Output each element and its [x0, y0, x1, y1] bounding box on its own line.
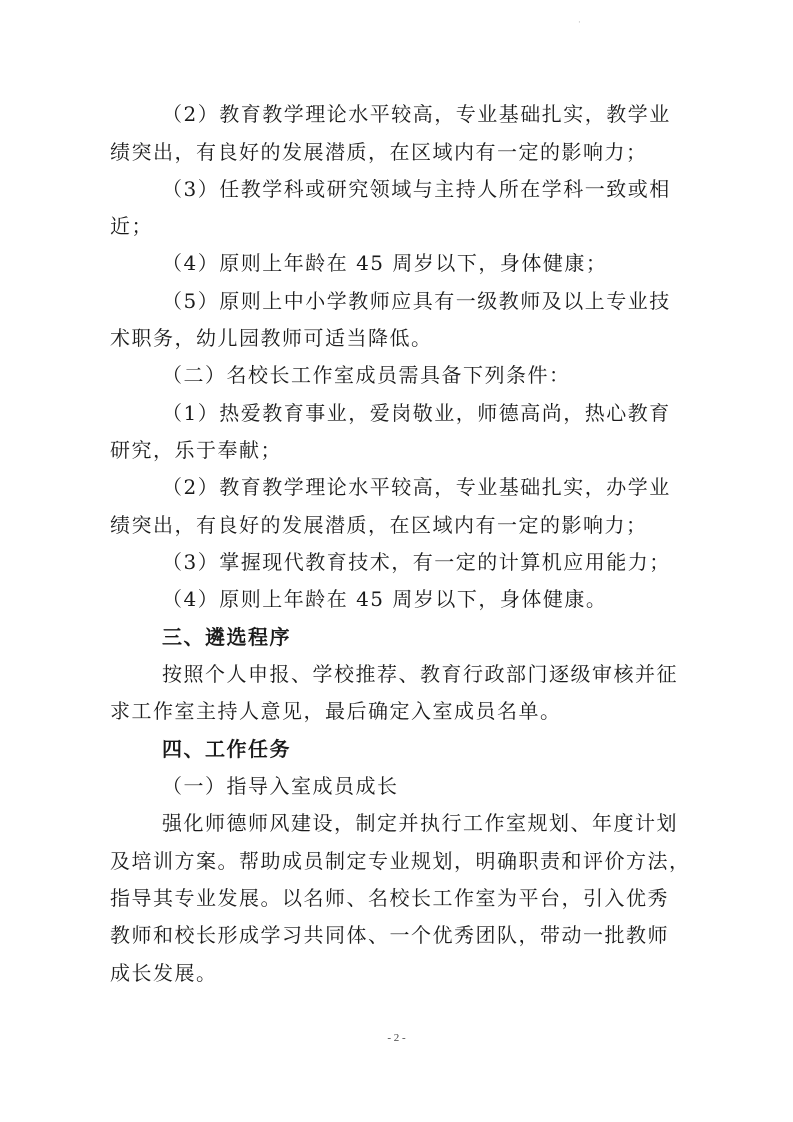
principal-criteria-3: （3）掌握现代教育技术，有一定的计算机应用能力； [162, 550, 671, 574]
section-principal-conditions: （二）名校长工作室成员需具备下列条件： [162, 363, 571, 387]
task-1-line2: 及培训方案。帮助成员制定专业规划，明确职责和评价方法， [110, 849, 691, 873]
criteria-2-line2: 绩突出，有良好的发展潜质，在区域内有一定的影响力； [110, 140, 648, 164]
principal-criteria-2-line2: 绩突出，有良好的发展潜质，在区域内有一定的影响力； [110, 513, 648, 537]
criteria-3-line1: （3）任教学科或研究领域与主持人所在学科一致或相 [162, 177, 671, 201]
heading-work-tasks: 四、工作任务 [162, 737, 291, 761]
criteria-5-line2: 术职务，幼儿园教师可适当降低。 [110, 326, 433, 350]
task-1-line1: 强化师德师风建设，制定并执行工作室规划、年度计划 [162, 811, 678, 835]
criteria-4: （4）原则上年龄在 45 周岁以下，身体健康； [162, 251, 608, 275]
heading-selection-procedure: 三、遴选程序 [162, 625, 291, 649]
task-1-line3: 指导其专业发展。以名师、名校长工作室为平台，引入优秀 [110, 886, 669, 910]
task-1-line4: 教师和校长形成学习共同体、一个优秀团队，带动一批教师 [110, 923, 669, 947]
principal-criteria-1-line1: （1）热爱教育事业，爱岗敬业，师德高尚，热心教育 [162, 401, 671, 425]
criteria-5-line1: （5）原则上中小学教师应具有一级教师及以上专业技 [162, 289, 671, 313]
page-number: - 2 - [387, 1032, 406, 1044]
principal-criteria-4: （4）原则上年龄在 45 周岁以下，身体健康。 [162, 587, 608, 611]
procedure-line2: 求工作室主持人意见，最后确定入室成员名单。 [110, 699, 562, 723]
scan-mark: · [578, 18, 581, 28]
principal-criteria-1-line2: 研究，乐于奉献； [110, 438, 282, 462]
criteria-3-line2: 近； [110, 214, 153, 238]
procedure-line1: 按照个人申报、学校推荐、教育行政部门逐级审核并征 [162, 662, 678, 686]
principal-criteria-2-line1: （2）教育教学理论水平较高，专业基础扎实，办学业 [162, 475, 671, 499]
task-1-title: （一）指导入室成员成长 [162, 774, 399, 798]
criteria-2-line1: （2）教育教学理论水平较高，专业基础扎实，教学业 [162, 102, 671, 126]
task-1-line5: 成长发展。 [110, 961, 218, 985]
